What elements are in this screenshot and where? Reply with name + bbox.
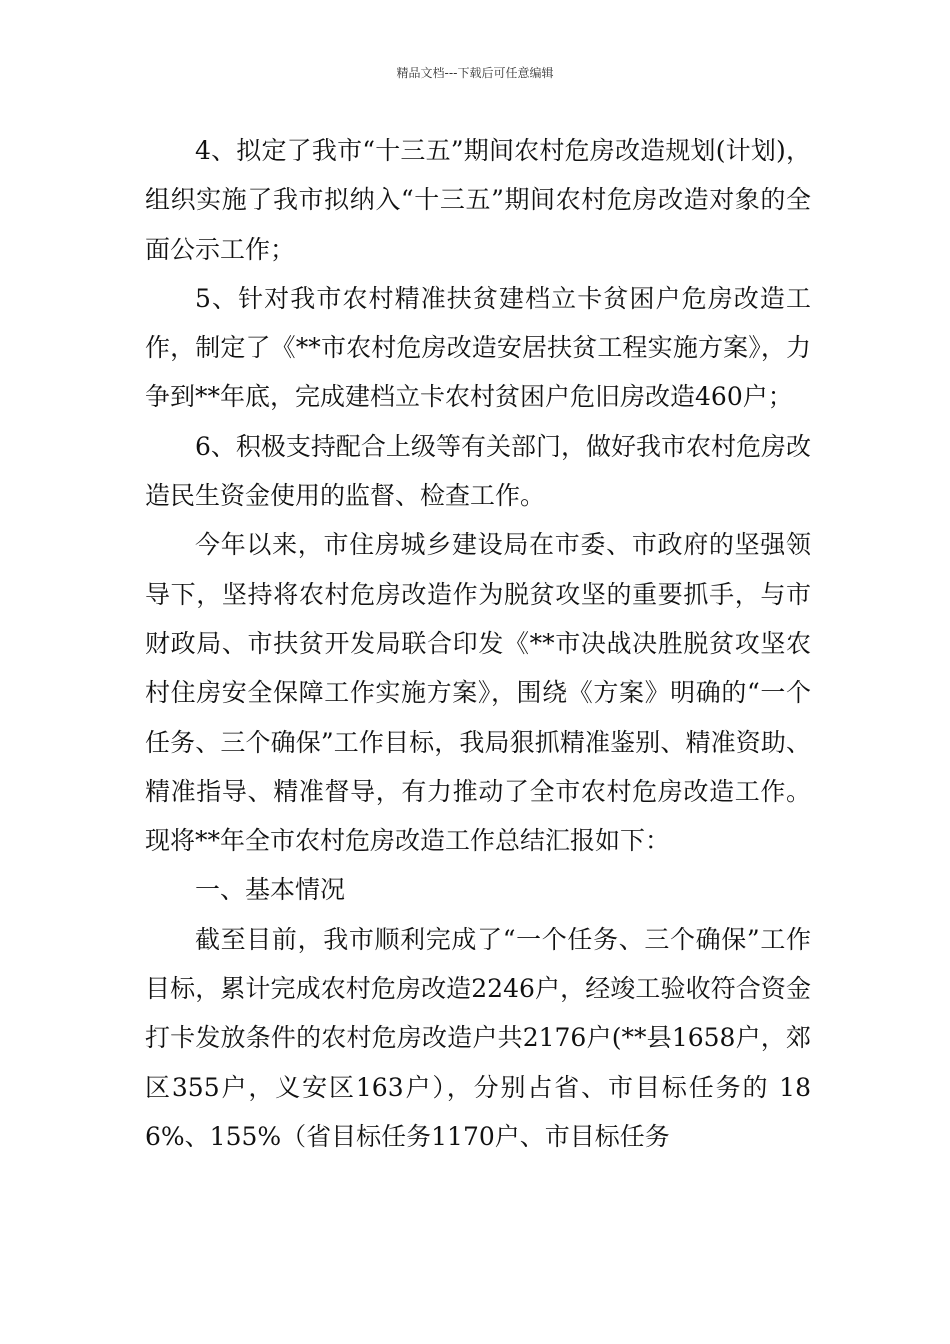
- document-body: [145, 126, 811, 1161]
- paragraph-item-5: 5、针对我市农村精准扶贫建档立卡贫困户危房改造工作，制定了《**市农村危房改造安居扶贫工程实施方案》，力争到**年底，完成建档立卡农村贫困户危旧房改造460户；: [145, 283, 811, 412]
- page-header: 精品文档---下载后可任意编辑: [396, 66, 554, 80]
- paragraph-item-4: 4、拟定了我市“十三五”期间农村危房改造规划(计划)，组织实施了我市拟纳入“十三五”期间农村危房改造对象的全面公示工作；: [145, 136, 811, 264]
- paragraph-intro: 今年以来，市住房城乡建设局在市委、市政府的坚强领导下，坚持将农村危房改造作为脱贫攻坚的重要抓手，与市财政局、市扶贫开发局联合印发《**市决战决胜脱贫攻坚农村住房安全保障工作实施方案》，围绕《方案》明确的“一个任务、三个确保”工作目标，我局狠抓精准鉴别、精准资助、精准指导、精准督导，有力推动了全市农村危房改造工作。现将**年全市农村危房改造工作总结汇报如下：: [145, 530, 811, 856]
- section-heading-basic-situation: 一、基本情况: [195, 875, 346, 905]
- paragraph-item-6: 6、积极支持配合上级等有关部门，做好我市农村危房改造民生资金使用的监督、检查工作。: [145, 431, 811, 511]
- paragraph-basic-situation: 截至目前，我市顺利完成了“一个任务、三个确保”工作目标，累计完成农村危房改造2246户，经竣工验收符合资金打卡发放条件的农村危房改造户共2176户(**县1658户，郊区355户，义安区163户），分别占省、市目标任务的 186%、155%（省目标任务1170户、市目标任务: [145, 924, 811, 1151]
